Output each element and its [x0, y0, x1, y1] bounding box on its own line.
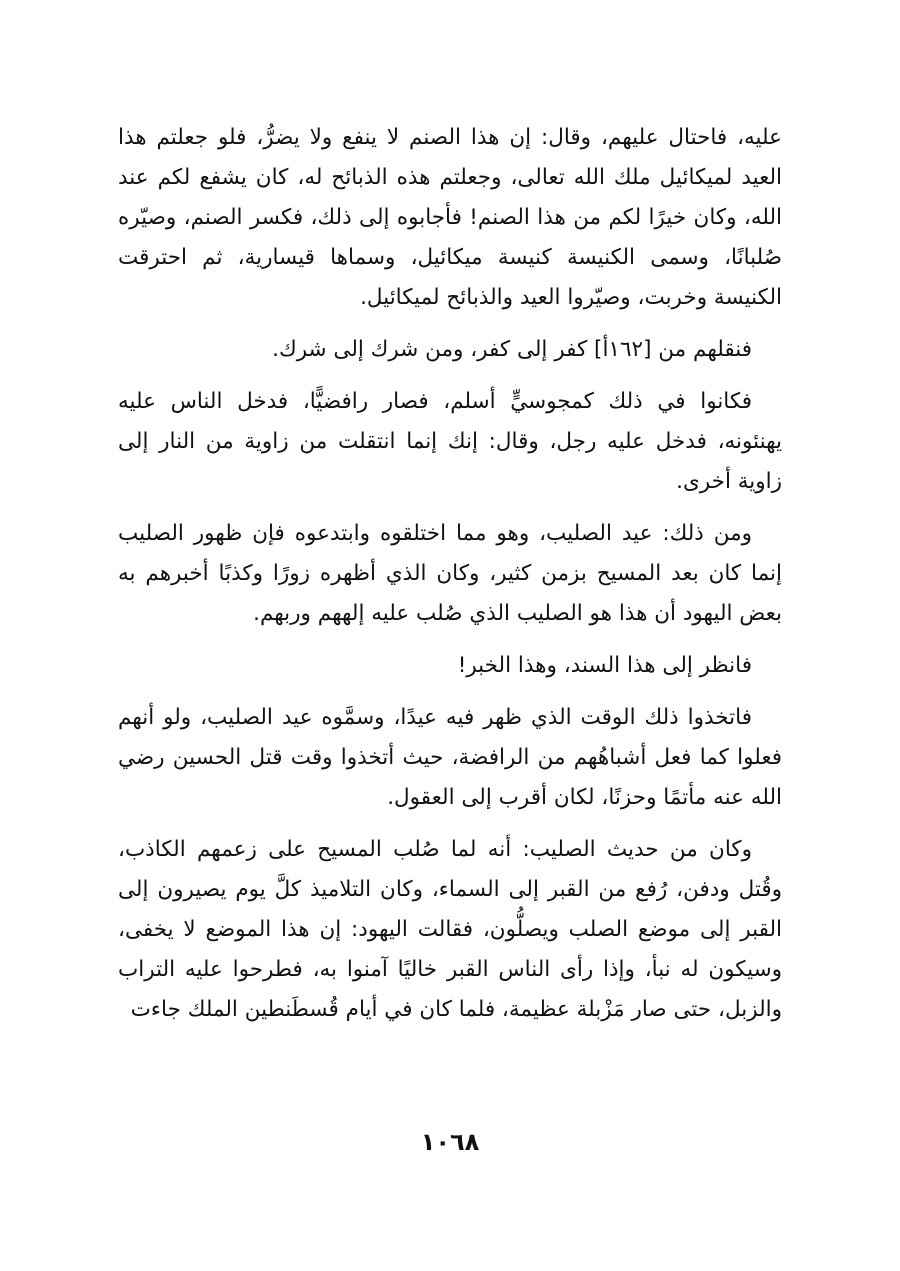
page-number: ١٠٦٨	[420, 1128, 480, 1156]
paragraph-5: فانظر إلى هذا السند، وهذا الخبر!	[457, 653, 752, 678]
paragraph-2: فنقلهم من [١٦٢أ] كفر إلى كفر، ومن شرك إلى شرك.	[272, 337, 752, 362]
paragraph-3: فكانوا في ذلك كمجوسيٍّ أسلم، فصار رافضيًّا، فدخل الناس عليه يهنئونه، فدخل عليه رجل، وقال: إنك إنما انتقلت من زاوية من النار إلى زاوية أخرى.	[118, 389, 782, 494]
document-body	[118, 118, 782, 1042]
paragraph-4: ومن ذلك: عيد الصليب، وهو مما اختلقوه وابتدعوه فإن ظهور الصليب إنما كان بعد المسيح بزمن كثير، وكان الذي أظهره زورًا وكذبًا أخبرهم به بعض اليهود أن هذا هو الصليب الذي صُلب عليه إلههم وربهم.	[118, 521, 782, 626]
paragraph-1: عليه، فاحتال عليهم، وقال: إن هذا الصنم لا ينفع ولا يضرُّ، فلو جعلتم هذا العيد لميكائيل ملك الله تعالى، وجعلتم هذه الذبائح له، كان يشفع لكم عند الله، وكان خيرًا لكم من هذا الصنم! فأجابوه إلى ذلك، فكسر الصنم، وصيّره صُلبانًا، وسمى الكنيسة كنيسة ميكائيل، وسماها قيسارية، ثم احترقت الكنيسة وخربت، وصيّروا العيد والذبائح لميكائيل.	[118, 125, 782, 310]
paragraph-7: وكان من حديث الصليب: أنه لما صُلب المسيح على زعمهم الكاذب، وقُتل ودفن، رُفع من القبر إلى السماء، وكان التلاميذ كلَّ يوم يصيرون إلى القبر إلى موضع الصلب ويصلُّون، فقالت اليهود: إن هذا الموضع لا يخفى، وسيكون له نبأ، وإذا رأى الناس القبر خاليًا آمنوا به، فطرحوا عليه التراب والزبل، حتى صار مَزْبلة عظيمة، فلما كان في أيام قُسطَنطين الملك جاءت	[118, 837, 782, 1022]
paragraph-6: فاتخذوا ذلك الوقت الذي ظهر فيه عيدًا، وسمَّوه عيد الصليب، ولو أنهم فعلوا كما فعل أشباهُهم من الرافضة، حيث أتخذوا وقت قتل الحسين رضي الله عنه مأتمًا وحزنًا، لكان أقرب إلى العقول.	[118, 705, 782, 810]
